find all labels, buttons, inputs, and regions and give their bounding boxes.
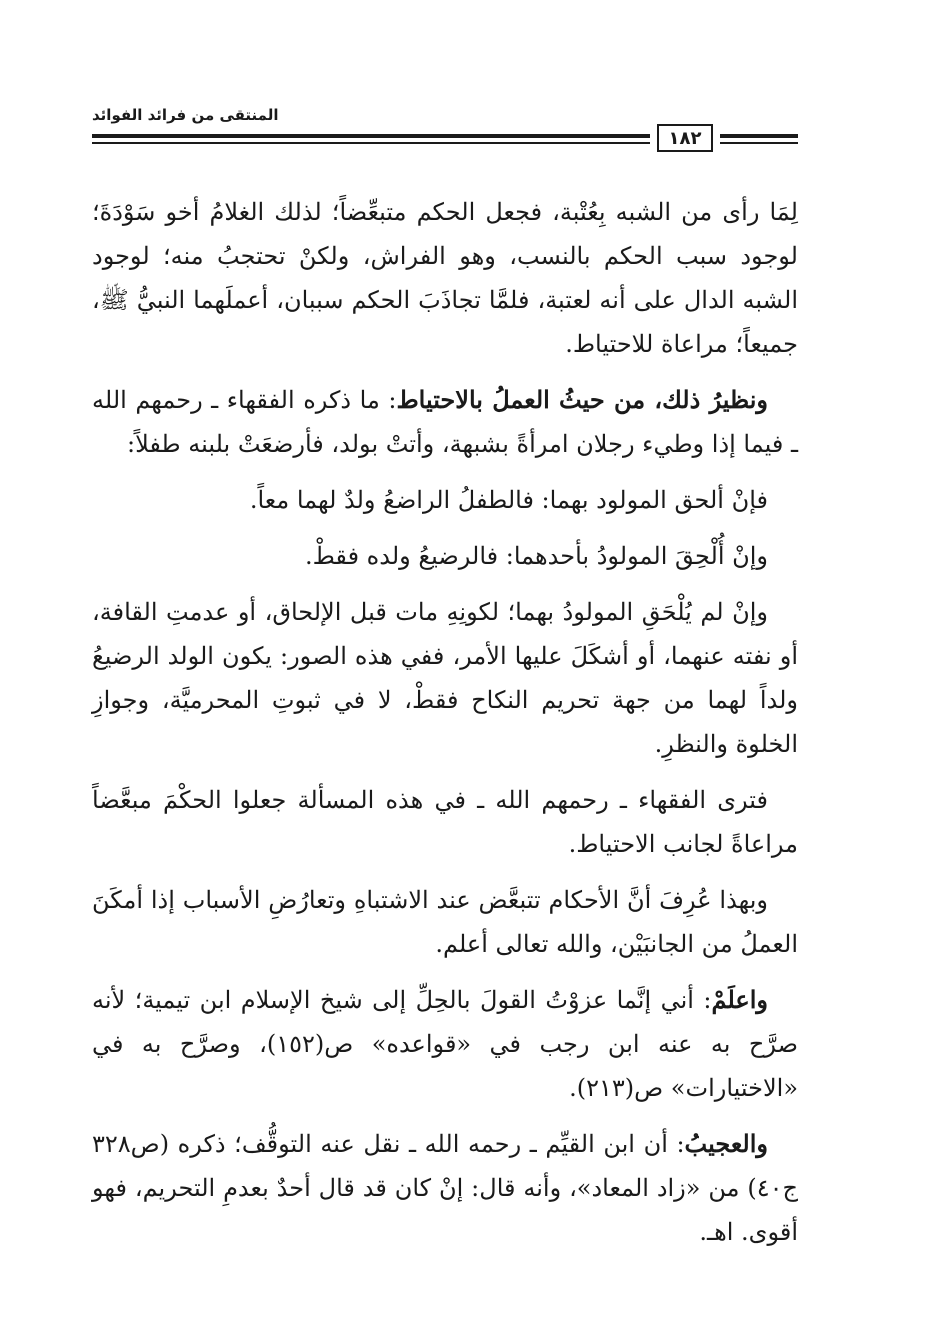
header-rule-right-thick — [720, 134, 798, 138]
paragraph-9 — [92, 1122, 798, 1254]
paragraph-lead: واعلَمْ — [711, 985, 768, 1014]
paragraph-text: فإنْ ألحق المولود بهما: فالطفلُ الراضعُ ولدٌ لهما معاً. — [249, 486, 768, 514]
paragraph-text: : أني إنَّما عزوْتُ القولَ بالحِلِّ إلى شيخ الإسلام ابن تيمية؛ لأنه صرَّح به عنه ابن رجب في «قواعده» ص(١٥٢)، وصرَّح به في «الاختيارات» ص(٢١٣). — [92, 986, 798, 1102]
paragraph-text: لِمَا رأى من الشبه بِعُتْبة، فجعل الحكم متبعِّضاً؛ لذلك الغلامُ أخو سَوْدَةَ؛ لوجود سبب الحكم بالنسب، وهو الفراش، ولكنْ تحتجبُ منه؛ لوجود الشبه الدال على أنه لعتبة، فلمَّا تجاذَبَ الحكم سببان، أعملَهما النبيُّ ﷺ، جميعاً؛ مراعاة للاحتياط. — [92, 198, 798, 358]
paragraph-4 — [92, 534, 798, 578]
paragraph-text: : ما ذكره الفقهاء ـ رحمهم الله ـ فيما إذا وطيء رجلان امرأةً بشبهة، وأتتْ بولد، فأرضعَتْ بلبنه طفلاً: — [92, 386, 798, 458]
paragraph-text: وإنْ لم يُلْحَقِ المولودُ بهما؛ لكونِهِ مات قبل الإلحاق، أو عدمتِ القافة، أو نفته عنهما، أو أشكَلَ عليها الأمر، ففي هذه الصور: يكون الولد الرضيعُ ولداً لهما من جهة تحريم النكاح فقطْ، لا في ثبوتِ المحرميَّة، وجوازِ الخلوة والنظرِ. — [92, 598, 798, 758]
paragraph-1 — [92, 190, 798, 366]
paragraph-5 — [92, 590, 798, 766]
paragraph-lead: والعجيبُ — [684, 1129, 768, 1158]
paragraph-3 — [92, 478, 798, 522]
paragraph-lead: ونظيرُ ذلك، من حيثُ العملُ بالاحتياط — [396, 385, 769, 414]
paragraph-6 — [92, 778, 798, 866]
page-number — [657, 124, 713, 152]
header-rule-left-thick — [92, 134, 650, 138]
paragraph-7 — [92, 878, 798, 966]
running-header — [92, 100, 798, 160]
paragraph-text: فترى الفقهاء ـ رحمهم الله ـ في هذه المسألة جعلوا الحكْمَ مبعَّضاً مراعاةً لجانب الاحتياط. — [92, 786, 798, 858]
paragraph-text: : أن ابن القيِّم ـ رحمه الله ـ نقل عنه التوقُّف؛ ذكره (ص٣٢٨ ج٤٠) من «زاد المعاد»، وأنه قال: إنْ كان قد قال أحدٌ بعدمِ التحريم، فهو أقوى. اهـ. — [92, 1130, 798, 1246]
paragraph-2 — [92, 378, 798, 466]
page-body — [92, 190, 798, 1254]
paragraph-text: وإنْ أُلْحِقَ المولودُ بأحدهما: فالرضيعُ ولده فقطْ. — [305, 542, 768, 570]
header-rule-left-thin — [92, 142, 650, 144]
page-number-text: ١٨٢ — [668, 127, 702, 149]
header-rule-right-thin — [720, 142, 798, 144]
paragraph-text: وبهذا عُرِفَ أنَّ الأحكام تتبعَّض عند الاشتباهِ وتعارُضِ الأسباب إذا أمكَنَ العملُ من الجانبَيْن، والله تعالى أعلم. — [92, 886, 798, 958]
paragraph-8 — [92, 978, 798, 1110]
book-title: المنتقى من فرائد الفوائد — [92, 106, 279, 124]
